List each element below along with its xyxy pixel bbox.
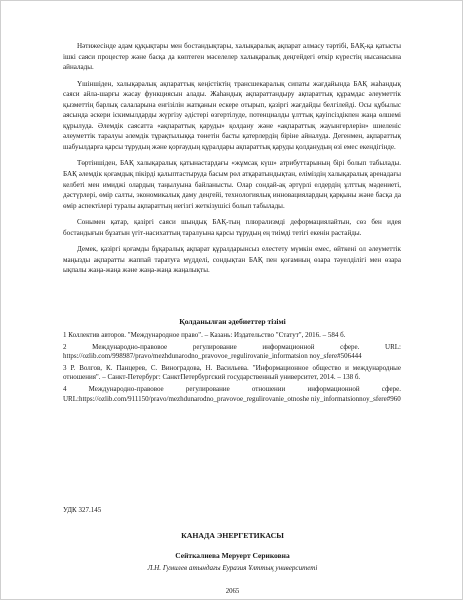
reference-item-2: 2 Международно-правовое регулирование информационной сфере. URL: https://ozlib.com/998987/pravo/mezhdunarodno_pravovoe_regulirovanie_informatsion noy_sfere#506444 bbox=[63, 342, 401, 361]
paragraph-2: Үшіншіден, халықаралық ақпараттық кеңістіктің трансшекаралық сипаты жағдайында БАҚ жаһандық саяси айла-шарғы жасау функциясын алады. Жаһандық ақпараттандыру ақпараттық құрамдас әлеуметтік қызметтің барлық салаларына енгізілін жатқанын ескере отырып, қазіргі жағдайды белгілейді. Осы құбылыс аясында әскери іскимылдарды жүргізу әдістері өзгертілуде, потенциалды ұлттық қауіпсіздікпен жаңа өлшемі құрылуда. Әлемдік саясатта «ақпараттық қаруды» қолдану және «ақпараттық жауынгерлерін» шиеленіс әлеуметтік таралуы әлемдік тұрақтылыққа төнетін басты қатерлердің біріне айналуда. Дегенмен, ақпараттық шабуылдарға қарсы тұрудың және қорғаудың құралдары ақпараттық қаруды қолданудың өзі емес екендігінде. bbox=[63, 79, 401, 151]
paragraph-4: Сонымен қатар, қазіргі саяси шындық БАҚ-тың плюрализмді деформациялайтын, сөз бен идея бостандығын бұзатын үгіт-насихаттың таралуына қарсы тұрудың ең тиімді тетігі екенін растайды. bbox=[63, 218, 401, 237]
article-title: КАНАДА ЭНЕРГЕТИКАСЫ bbox=[181, 531, 284, 540]
body-text bbox=[63, 41, 401, 282]
page-number: 2065 bbox=[225, 588, 240, 595]
paragraph-1: Нәтижесінде адам құқықтары мен бостандықтары, халықаралық ақпарат алмасу тәртібі, БАҚ-қа қатысты ішкі саяси процестер және басқа да көптеген мәселелер халықаралық деңгейдегі өткір күрестің нысанасына айналады. bbox=[63, 42, 401, 72]
udk-code: УДК 327.145 bbox=[63, 506, 102, 514]
reference-item-4: 4 Международно-правовое регулирование отношении информационной сфере. URL:https://ozlib.com/911150/pravo/mezhdunarodno_pravovoe_regulirovanie_otnoshe niy_informatsionnoy_sfere#960 bbox=[63, 384, 401, 403]
reference-item-3: 3 Р. Волгов, К. Панцерев, С. Виноградова, Н. Васильева. "Информационное общество и международные отношения". – Санкт-Петербург: СанктПетербургский государственный университет, 2014. – 138 б. bbox=[63, 363, 401, 382]
paragraph-3: Төртіншіден, БАҚ халықаралық қатынастардағы «жұмсақ күш» атрибуттарының бірі болып табылады. БАҚ әлемдік қоғамдық пікірді қалыптастыруда басым рөл атқаратындықтан, елімiздің халықаралық аренадағы келбеті мен имиджі олардың таңылуына байланысты. Олар сондай-ақ әртүрлі елдердің ұлттық мәдениеті, дәстүрлері, өмір салты, экономикалық даму деңгейі, технологиялық инновациялардың қарқыны және басқа да өмір аспектілері туралы ақпараттың негізгі жеткізушісі болып табылады. bbox=[63, 159, 401, 210]
references-list bbox=[63, 331, 401, 406]
author-affiliation: Л.Н. Гумилев атындағы Еуразия Ұлттық университеті bbox=[147, 564, 318, 572]
reference-item-1: 1 Коллектив авторов. "Международное право". – Казань: Издательство "Статут", 2016. – 584 б. bbox=[63, 331, 346, 339]
author-name: Сейткалиева Меруерт Сериковна bbox=[175, 551, 290, 560]
references-title: Қолданылған әдебиеттер тізімі bbox=[179, 317, 286, 326]
paragraph-5: Демек, қазіргі қоғамды бұқаралық ақпарат құралдарынсыз елестету мүмкін емес, өйткені ол әлеуметтік маңызды ақпаратты жаппай таратуға мүдделі, сондықтан БАҚ пен қоғамның өзара тәуелділігі мен өзара ықпалы жаңа-жаңа және жаңа-жаңа жаңалықты. bbox=[63, 245, 401, 275]
